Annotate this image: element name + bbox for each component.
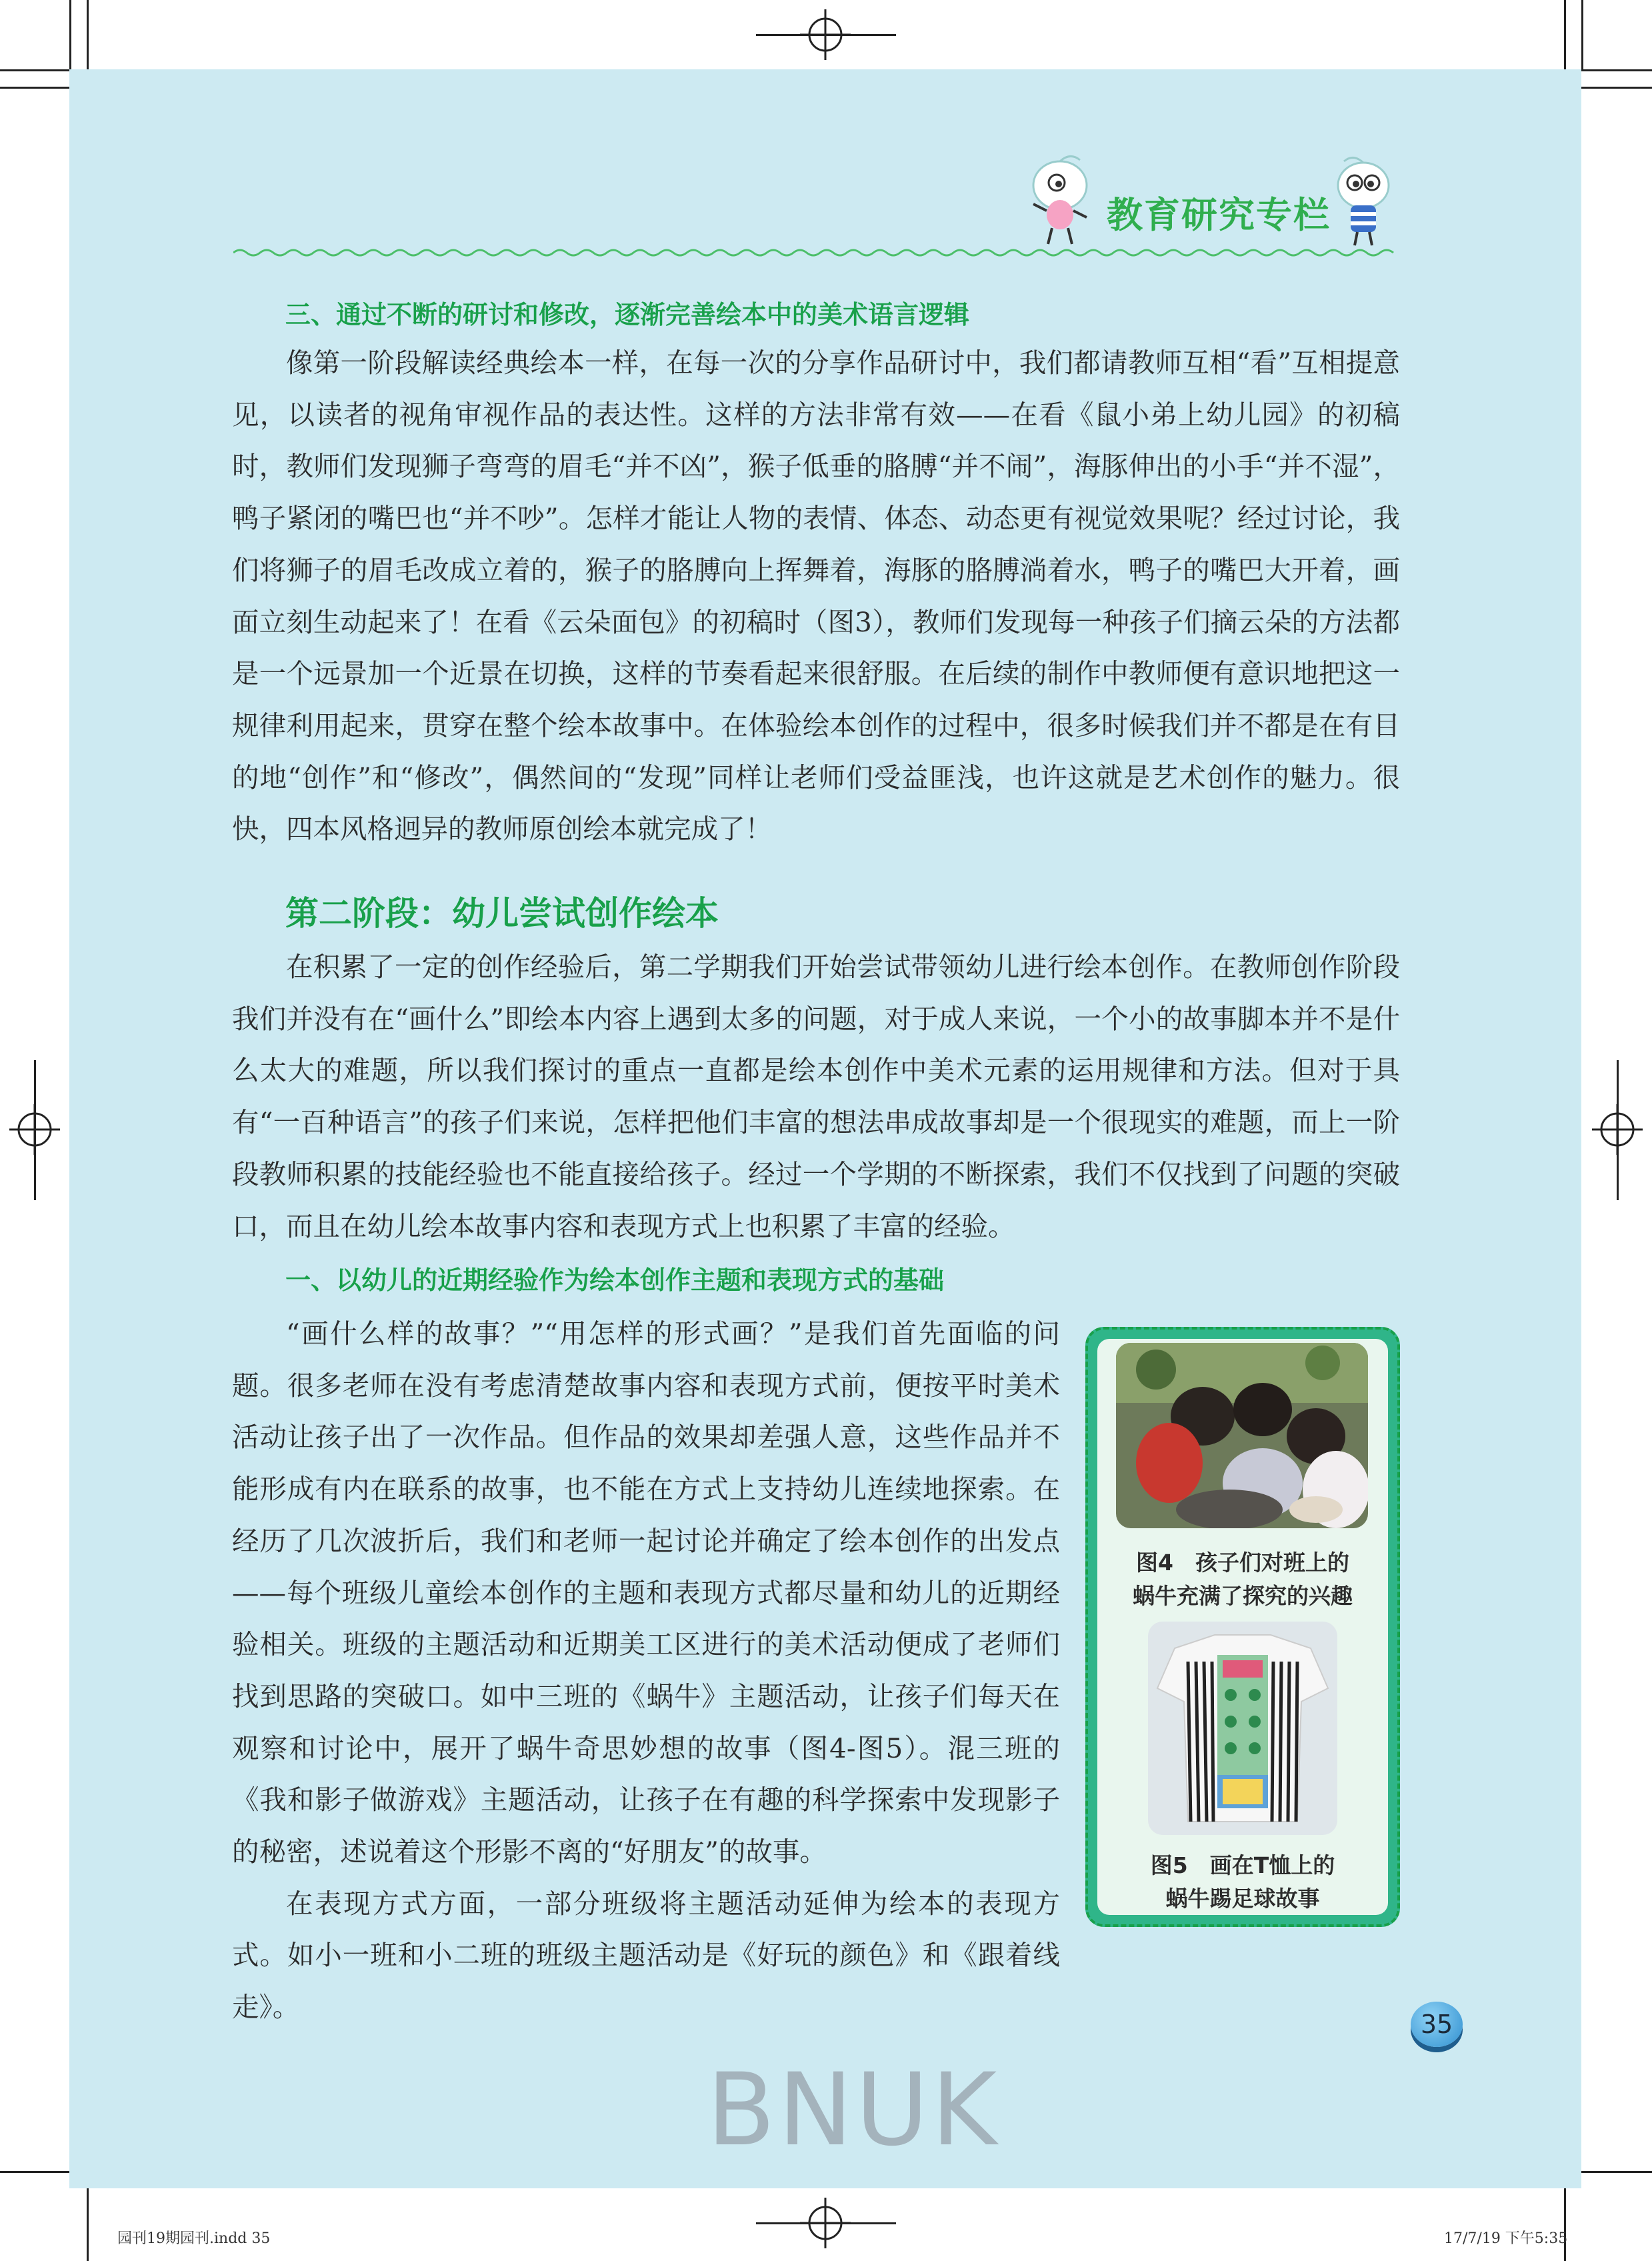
crop-mark: [1581, 2171, 1652, 2173]
crop-mark: [69, 0, 71, 69]
crop-mark: [1564, 2188, 1566, 2261]
footer-file-info: 园刊19期园刊.indd 35: [117, 2230, 271, 2247]
crop-mark: [34, 1060, 36, 1200]
stage-two-body: [232, 941, 1400, 1252]
crop-mark: [87, 2188, 89, 2261]
crop-mark: [1581, 0, 1583, 69]
crop-mark: [0, 2171, 69, 2173]
crop-mark: [1581, 69, 1652, 71]
crop-mark: [756, 2222, 896, 2224]
section-one-paragraph-1: “画什么样的故事？”“用怎样的形式画？”是我们首先面临的问题。很多老师在没有考虑清楚故事内容和表现方式前，便按平时美术活动让孩子出了一次作品。但作品的效果却差强人意，这些作品并不能形成有内在联系的故事，也不能在方式上支持幼儿连续地探索。在经历了几次波折后，我们和老师一起讨论并确定了绘本创作的出发点——每个班级儿童绘本创作的主题和表现方式都尽量和幼儿的近期经验相关。班级的主题活动和近期美工区进行的美术活动便成了老师们找到思路的突破口。如中三班的《蜗牛》主题活动，让孩子们每天在观察和讨论中，展开了蜗牛奇思妙想的故事（图4-图5）。混三班的《我和影子做游戏》主题活动，让孩子在有趣的科学探索中发现影子的秘密，述说着这个形影不离的“好朋友”的故事。: [232, 1318, 1060, 1868]
column-title: 教育研究专栏: [1107, 194, 1331, 236]
stage-two-paragraph: 在积累了一定的创作经验后，第二学期我们开始尝试带领幼儿进行绘本创作。在教师创作阶段我们并没有在“画什么”即绘本内容上遇到太多的问题，对于成人来说，一个小的故事脚本并不是什么太大的难题，所以我们探讨的重点一直都是绘本创作中美术元素的运用规律和方法。但对于具有“一百种语言”的孩子们来说，怎样把他们丰富的想法串成故事却是一个很现实的难题，而上一阶段教师积累的技能经验也不能直接给孩子。经过一个学期的不断探索，我们不仅找到了问题的突破口，而且在幼儿绘本故事内容和表现方式上也积累了丰富的经验。: [232, 951, 1400, 1242]
section-one-body: [232, 1308, 1060, 2034]
header-wavy-rule: [233, 245, 1400, 260]
girl-mascot-icon: [1020, 153, 1100, 247]
footer-timestamp: 17/7/19 下午5:35: [1444, 2230, 1568, 2247]
section-three-body: [232, 337, 1400, 855]
crop-mark: [756, 34, 896, 36]
crop-mark: [87, 0, 89, 69]
children-snail-photo: [1116, 1343, 1368, 1528]
section-three-heading: 三、通过不断的研讨和修改，逐渐完善绘本中的美术语言逻辑: [285, 300, 970, 329]
figure-5-caption-line-1: 图5 画在T恤上的: [1150, 1852, 1335, 1878]
boy-mascot-icon: [1327, 155, 1400, 248]
snail-tshirt-photo: [1148, 1622, 1337, 1835]
page-number: 35: [1411, 2002, 1463, 2047]
watermark: BNUK: [707, 2052, 1000, 2168]
figure-4-caption-line-2: 蜗牛充满了探究的兴趣: [1133, 1583, 1353, 1609]
stage-two-heading: 第二阶段：幼儿尝试创作绘本: [285, 893, 719, 933]
crop-mark: [1564, 0, 1566, 69]
crop-mark: [1617, 1060, 1619, 1200]
figure-4-caption-line-1: 图4 孩子们对班上的: [1136, 1550, 1349, 1576]
section-three-paragraph: 像第一阶段解读经典绘本一样，在每一次的分享作品研讨中，我们都请教师互相“看”互相提意见，以读者的视角审视作品的表达性。这样的方法非常有效——在看《鼠小弟上幼儿园》的初稿时，教师们发现狮子弯弯的眉毛“并不凶”，猴子低垂的胳膊“并不闹”，海豚伸出的小手“并不湿”，鸭子紧闭的嘴巴也“并不吵”。怎样才能让人物的表情、体态、动态更有视觉效果呢？经过讨论，我们将狮子的眉毛改成立着的，猴子的胳膊向上挥舞着，海豚的胳膊淌着水，鸭子的嘴巴大开着，画面立刻生动起来了！在看《云朵面包》的初稿时（图3），教师们发现每一种孩子们摘云朵的方法都是一个远景加一个近景在切换，这样的节奏看起来很舒服。在后续的制作中教师便有意识地把这一规律利用起来，贯穿在整个绘本故事中。在体验绘本创作的过程中，很多时候我们并不都是在有目的地“创作”和“修改”，偶然间的“发现”同样让老师们受益匪浅，也许这就是艺术创作的魅力。很快，四本风格迥异的教师原创绘本就完成了！: [232, 347, 1400, 845]
section-one-heading: 一、以幼儿的近期经验作为绘本创作主题和表现方式的基础: [285, 1266, 945, 1295]
figure-5-caption-line-2: 蜗牛踢足球故事: [1165, 1886, 1320, 1912]
section-one-paragraph-2: 在表现方式方面，一部分班级将主题活动延伸为绘本的表现方式。如小一班和小二班的班级主题活动是《好玩的颜色》和《跟着线走》。: [232, 1887, 1060, 2024]
crop-mark: [0, 87, 69, 89]
crop-mark: [1581, 87, 1652, 89]
crop-mark: [0, 69, 69, 71]
